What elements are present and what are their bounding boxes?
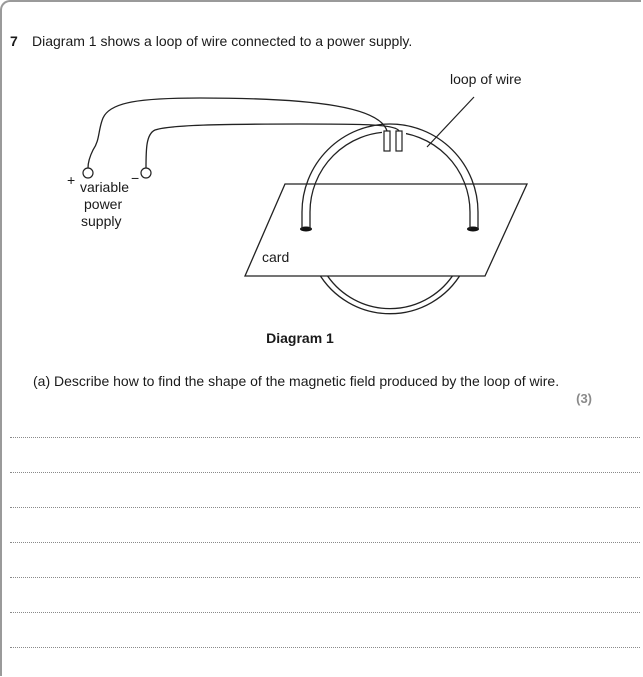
wire-end-right (396, 131, 402, 151)
label-variable: variable (80, 179, 130, 195)
loop-lower-arc (318, 272, 462, 314)
answer-line[interactable] (10, 507, 640, 508)
terminal-negative (141, 168, 151, 178)
label-supply: supply (81, 213, 122, 229)
part-a-question (33, 373, 559, 389)
label-plus: + (67, 172, 76, 188)
lead-wire-positive (88, 98, 387, 168)
wire-end-left (384, 131, 390, 151)
label-minus: − (131, 170, 140, 186)
label-card: card (262, 249, 290, 265)
label-loop-of-wire: loop of wire (450, 71, 522, 87)
answer-line[interactable] (10, 472, 640, 473)
lead-wire-negative (146, 124, 399, 168)
answer-line[interactable] (10, 612, 640, 613)
loop-lower-arc-inner (325, 272, 455, 309)
card-hole-right (467, 227, 479, 232)
diagram-caption: Diagram 1 (266, 330, 334, 346)
question-text: Diagram 1 shows a loop of wire connected to a power supply. (32, 33, 413, 49)
answer-line[interactable] (10, 577, 640, 578)
part-a-label: (a) (33, 373, 51, 389)
answer-line[interactable] (10, 542, 640, 543)
answer-line[interactable] (10, 437, 640, 438)
terminal-positive (83, 168, 93, 178)
diagram-1 (0, 0, 643, 330)
part-a-marks: (3) (576, 391, 592, 406)
loop-label-pointer (427, 97, 474, 147)
answer-line[interactable] (10, 647, 640, 648)
label-power: power (84, 196, 123, 212)
part-a-text: Describe how to find the shape of the magnetic field produced by the loop of wire. (54, 373, 560, 389)
question-number: 7 (10, 33, 18, 49)
